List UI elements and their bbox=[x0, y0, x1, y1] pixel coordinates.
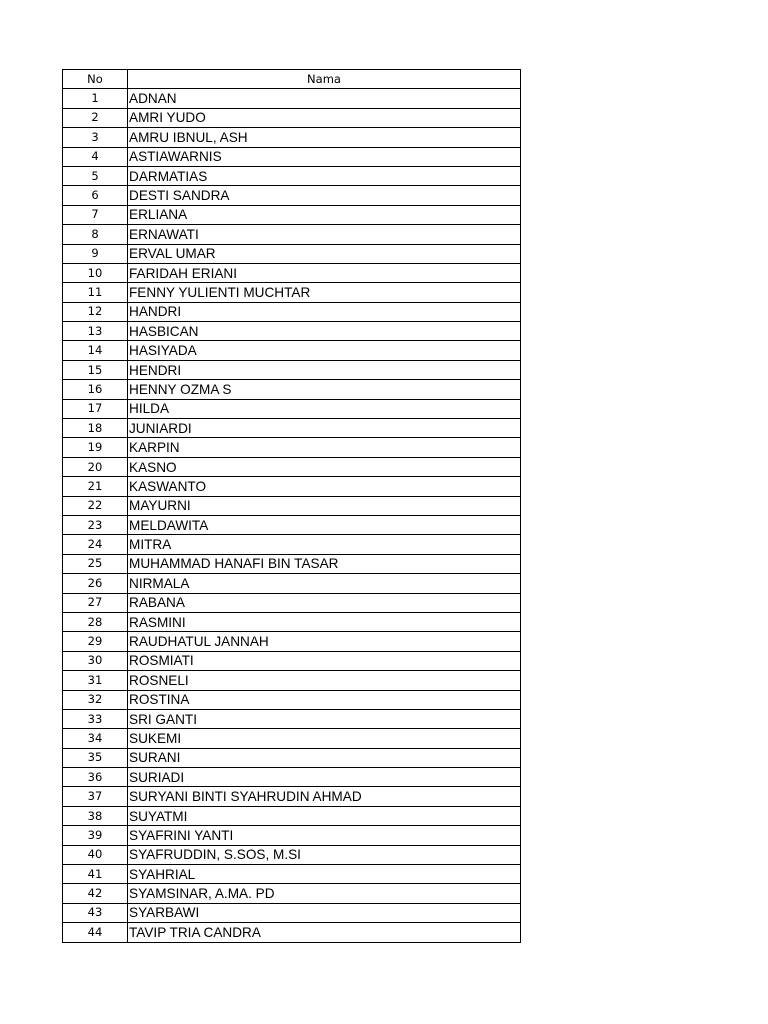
row-number-cell: 4 bbox=[63, 147, 128, 166]
table-row bbox=[63, 186, 521, 205]
name-cell: MELDAWITA bbox=[128, 515, 521, 534]
name-cell: SUYATMI bbox=[128, 806, 521, 825]
name-cell: KARPIN bbox=[128, 438, 521, 457]
row-number-cell: 26 bbox=[63, 574, 128, 593]
row-number-cell: 42 bbox=[63, 884, 128, 903]
name-cell: HENDRI bbox=[128, 360, 521, 379]
table-row bbox=[63, 903, 521, 922]
table-row bbox=[63, 108, 521, 127]
row-number-cell: 36 bbox=[63, 768, 128, 787]
name-cell: SYAMSINAR, A.MA. PD bbox=[128, 884, 521, 903]
table-row bbox=[63, 787, 521, 806]
row-number-cell: 37 bbox=[63, 787, 128, 806]
table-row bbox=[63, 496, 521, 515]
row-number-cell: 27 bbox=[63, 593, 128, 612]
name-cell: SYAHRIAL bbox=[128, 865, 521, 884]
table-row bbox=[63, 341, 521, 360]
table-row bbox=[63, 399, 521, 418]
table-row bbox=[63, 748, 521, 767]
name-cell: SYAFRUDDIN, S.SOS, M.SI bbox=[128, 845, 521, 864]
table-row bbox=[63, 884, 521, 903]
name-cell: AMRI YUDO bbox=[128, 108, 521, 127]
name-cell: KASWANTO bbox=[128, 477, 521, 496]
table-row bbox=[63, 360, 521, 379]
name-cell: SYARBAWI bbox=[128, 903, 521, 922]
name-cell: MAYURNI bbox=[128, 496, 521, 515]
row-number-cell: 8 bbox=[63, 225, 128, 244]
row-number-cell: 32 bbox=[63, 690, 128, 709]
row-number-cell: 31 bbox=[63, 671, 128, 690]
table-row bbox=[63, 845, 521, 864]
name-cell: KASNO bbox=[128, 457, 521, 476]
table-row bbox=[63, 166, 521, 185]
row-number-cell: 12 bbox=[63, 302, 128, 321]
row-number-cell: 40 bbox=[63, 845, 128, 864]
table-row bbox=[63, 709, 521, 728]
row-number-cell: 30 bbox=[63, 651, 128, 670]
table-row bbox=[63, 729, 521, 748]
row-number-cell: 44 bbox=[63, 923, 128, 942]
table-row bbox=[63, 515, 521, 534]
row-number-cell: 1 bbox=[63, 89, 128, 108]
table-row bbox=[63, 632, 521, 651]
name-cell: MITRA bbox=[128, 535, 521, 554]
row-number-cell: 7 bbox=[63, 205, 128, 224]
table-row bbox=[63, 593, 521, 612]
row-number-cell: 20 bbox=[63, 457, 128, 476]
table-row bbox=[63, 438, 521, 457]
row-number-cell: 33 bbox=[63, 709, 128, 728]
table-row bbox=[63, 302, 521, 321]
table-row bbox=[63, 380, 521, 399]
name-cell: ADNAN bbox=[128, 89, 521, 108]
name-cell: ASTIAWARNIS bbox=[128, 147, 521, 166]
table-row bbox=[63, 554, 521, 573]
name-cell: ROSNELI bbox=[128, 671, 521, 690]
name-cell: AMRU IBNUL, ASH bbox=[128, 128, 521, 147]
name-cell: SRI GANTI bbox=[128, 709, 521, 728]
row-number-cell: 41 bbox=[63, 865, 128, 884]
table-row bbox=[63, 574, 521, 593]
table-row bbox=[63, 768, 521, 787]
table-row bbox=[63, 535, 521, 554]
table-row bbox=[63, 419, 521, 438]
row-number-cell: 16 bbox=[63, 380, 128, 399]
table-row bbox=[63, 128, 521, 147]
name-table bbox=[62, 69, 521, 943]
table-row bbox=[63, 477, 521, 496]
name-cell: ERLIANA bbox=[128, 205, 521, 224]
row-number-cell: 29 bbox=[63, 632, 128, 651]
name-cell: ROSMIATI bbox=[128, 651, 521, 670]
row-number-cell: 35 bbox=[63, 748, 128, 767]
row-number-cell: 6 bbox=[63, 186, 128, 205]
name-cell: HANDRI bbox=[128, 302, 521, 321]
table-row bbox=[63, 826, 521, 845]
table-row bbox=[63, 225, 521, 244]
row-number-cell: 43 bbox=[63, 903, 128, 922]
row-number-cell: 21 bbox=[63, 477, 128, 496]
row-number-cell: 19 bbox=[63, 438, 128, 457]
header-row bbox=[63, 70, 521, 89]
name-cell: FENNY YULIENTI MUCHTAR bbox=[128, 283, 521, 302]
name-cell: HASIYADA bbox=[128, 341, 521, 360]
row-number-cell: 13 bbox=[63, 322, 128, 341]
name-cell: HASBICAN bbox=[128, 322, 521, 341]
row-number-cell: 10 bbox=[63, 263, 128, 282]
name-cell: RASMINI bbox=[128, 612, 521, 631]
row-number-cell: 9 bbox=[63, 244, 128, 263]
name-cell: ROSTINA bbox=[128, 690, 521, 709]
name-cell: JUNIARDI bbox=[128, 419, 521, 438]
name-cell: SURANI bbox=[128, 748, 521, 767]
name-cell: RAUDHATUL JANNAH bbox=[128, 632, 521, 651]
table-row bbox=[63, 671, 521, 690]
name-cell: SYAFRINI YANTI bbox=[128, 826, 521, 845]
table-header bbox=[63, 70, 521, 89]
row-number-cell: 34 bbox=[63, 729, 128, 748]
table-row bbox=[63, 690, 521, 709]
row-number-cell: 23 bbox=[63, 515, 128, 534]
table-row bbox=[63, 147, 521, 166]
name-cell: DARMATIAS bbox=[128, 166, 521, 185]
name-cell: RABANA bbox=[128, 593, 521, 612]
name-cell: HENNY OZMA S bbox=[128, 380, 521, 399]
row-number-cell: 24 bbox=[63, 535, 128, 554]
row-number-cell: 39 bbox=[63, 826, 128, 845]
name-cell: DESTI SANDRA bbox=[128, 186, 521, 205]
name-cell: NIRMALA bbox=[128, 574, 521, 593]
table-row bbox=[63, 283, 521, 302]
row-number-cell: 22 bbox=[63, 496, 128, 515]
table-row bbox=[63, 244, 521, 263]
table-row bbox=[63, 865, 521, 884]
table-row bbox=[63, 457, 521, 476]
name-cell: HILDA bbox=[128, 399, 521, 418]
name-cell: SURYANI BINTI SYAHRUDIN AHMAD bbox=[128, 787, 521, 806]
name-cell: TAVIP TRIA CANDRA bbox=[128, 923, 521, 942]
name-cell: FARIDAH ERIANI bbox=[128, 263, 521, 282]
table-row bbox=[63, 651, 521, 670]
row-number-cell: 14 bbox=[63, 341, 128, 360]
name-cell: MUHAMMAD HANAFI BIN TASAR bbox=[128, 554, 521, 573]
row-number-cell: 15 bbox=[63, 360, 128, 379]
name-cell: ERNAWATI bbox=[128, 225, 521, 244]
table-row bbox=[63, 263, 521, 282]
row-number-cell: 38 bbox=[63, 806, 128, 825]
name-cell: ERVAL UMAR bbox=[128, 244, 521, 263]
table-row bbox=[63, 322, 521, 341]
row-number-cell: 3 bbox=[63, 128, 128, 147]
table-body bbox=[63, 89, 521, 942]
row-number-cell: 17 bbox=[63, 399, 128, 418]
table-row bbox=[63, 612, 521, 631]
table-row bbox=[63, 205, 521, 224]
table-row bbox=[63, 806, 521, 825]
row-number-cell: 28 bbox=[63, 612, 128, 631]
column-header-nama: Nama bbox=[128, 70, 521, 89]
column-header-no: No bbox=[63, 70, 128, 89]
table-row bbox=[63, 89, 521, 108]
row-number-cell: 25 bbox=[63, 554, 128, 573]
table-row bbox=[63, 923, 521, 942]
row-number-cell: 18 bbox=[63, 419, 128, 438]
name-cell: SUKEMI bbox=[128, 729, 521, 748]
row-number-cell: 5 bbox=[63, 166, 128, 185]
name-cell: SURIADI bbox=[128, 768, 521, 787]
row-number-cell: 2 bbox=[63, 108, 128, 127]
row-number-cell: 11 bbox=[63, 283, 128, 302]
